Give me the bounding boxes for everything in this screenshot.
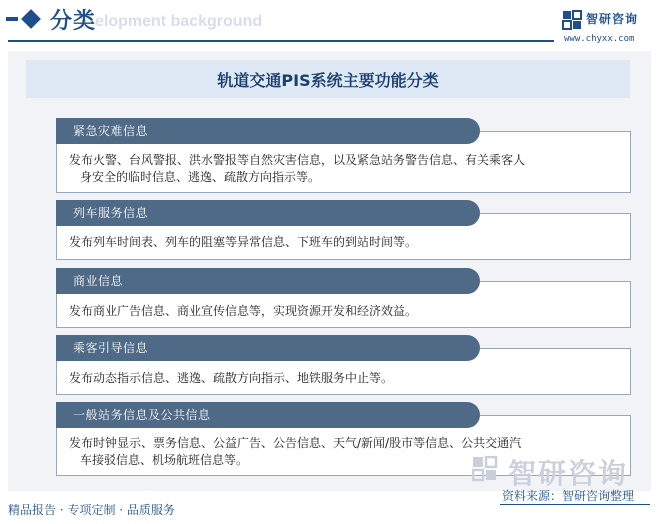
footer-source: 资料来源：智研咨询整理	[502, 489, 635, 503]
brand-logo	[562, 8, 652, 44]
page-title: 分类	[50, 9, 97, 34]
header-accent-bar	[6, 17, 18, 21]
section-text-line: 发布商业广告信息、商业宣传信息等，实现资源开发和经济效益。	[69, 304, 418, 318]
content-card	[8, 51, 651, 491]
footer-slogan: 精品报告 · 专项定制 · 品质服务	[8, 503, 175, 517]
logo-icon	[562, 10, 582, 30]
section-header-pill	[56, 118, 480, 144]
section-label: 商业信息	[73, 274, 124, 288]
section-header-pill	[56, 402, 480, 428]
section-text-line: 发布时钟显示、票务信息、公益广告、公告信息、天气/新闻/股市等信息、公共交通汽	[69, 436, 522, 450]
header-background-text: elopment background	[95, 13, 263, 30]
section-text-line: 发布火警、台风警报、洪水警报等自然灾害信息，以及紧急站务警告信息、有关乘客人	[69, 153, 526, 167]
section-label: 紧急灾难信息	[73, 124, 149, 138]
section-label: 一般站务信息及公共信息	[73, 408, 211, 422]
section-text-line: 身安全的临时信息、逃逸、疏散方向指示等。	[80, 170, 321, 184]
logo-url: www.chyxx.com	[564, 34, 635, 44]
section-header-pill	[56, 268, 480, 294]
watermark-logo-icon	[472, 456, 498, 482]
title-banner	[26, 60, 630, 98]
logo-name: 智研咨询	[586, 12, 639, 26]
section-text-line: 发布动态指示信息、逃逸、疏散方向指示、地铁服务中止等。	[69, 371, 394, 385]
section-label: 列车服务信息	[73, 206, 149, 220]
section-text-line: 发布列车时间表、列车的阻塞等异常信息、下班车的到站时间等。	[69, 235, 418, 249]
watermark-text: 智研咨询	[508, 457, 629, 490]
section-header-pill	[56, 335, 480, 361]
diamond-icon	[21, 9, 41, 29]
header-divider	[8, 40, 554, 42]
footer-divider	[500, 504, 650, 505]
section-label: 乘客引导信息	[73, 341, 149, 355]
section-text-line: 车接驳信息、机场航班信息等。	[80, 453, 249, 467]
header	[0, 0, 658, 44]
section-header-pill	[56, 200, 480, 226]
banner-title: 轨道交通PIS系统主要功能分类	[217, 71, 439, 90]
